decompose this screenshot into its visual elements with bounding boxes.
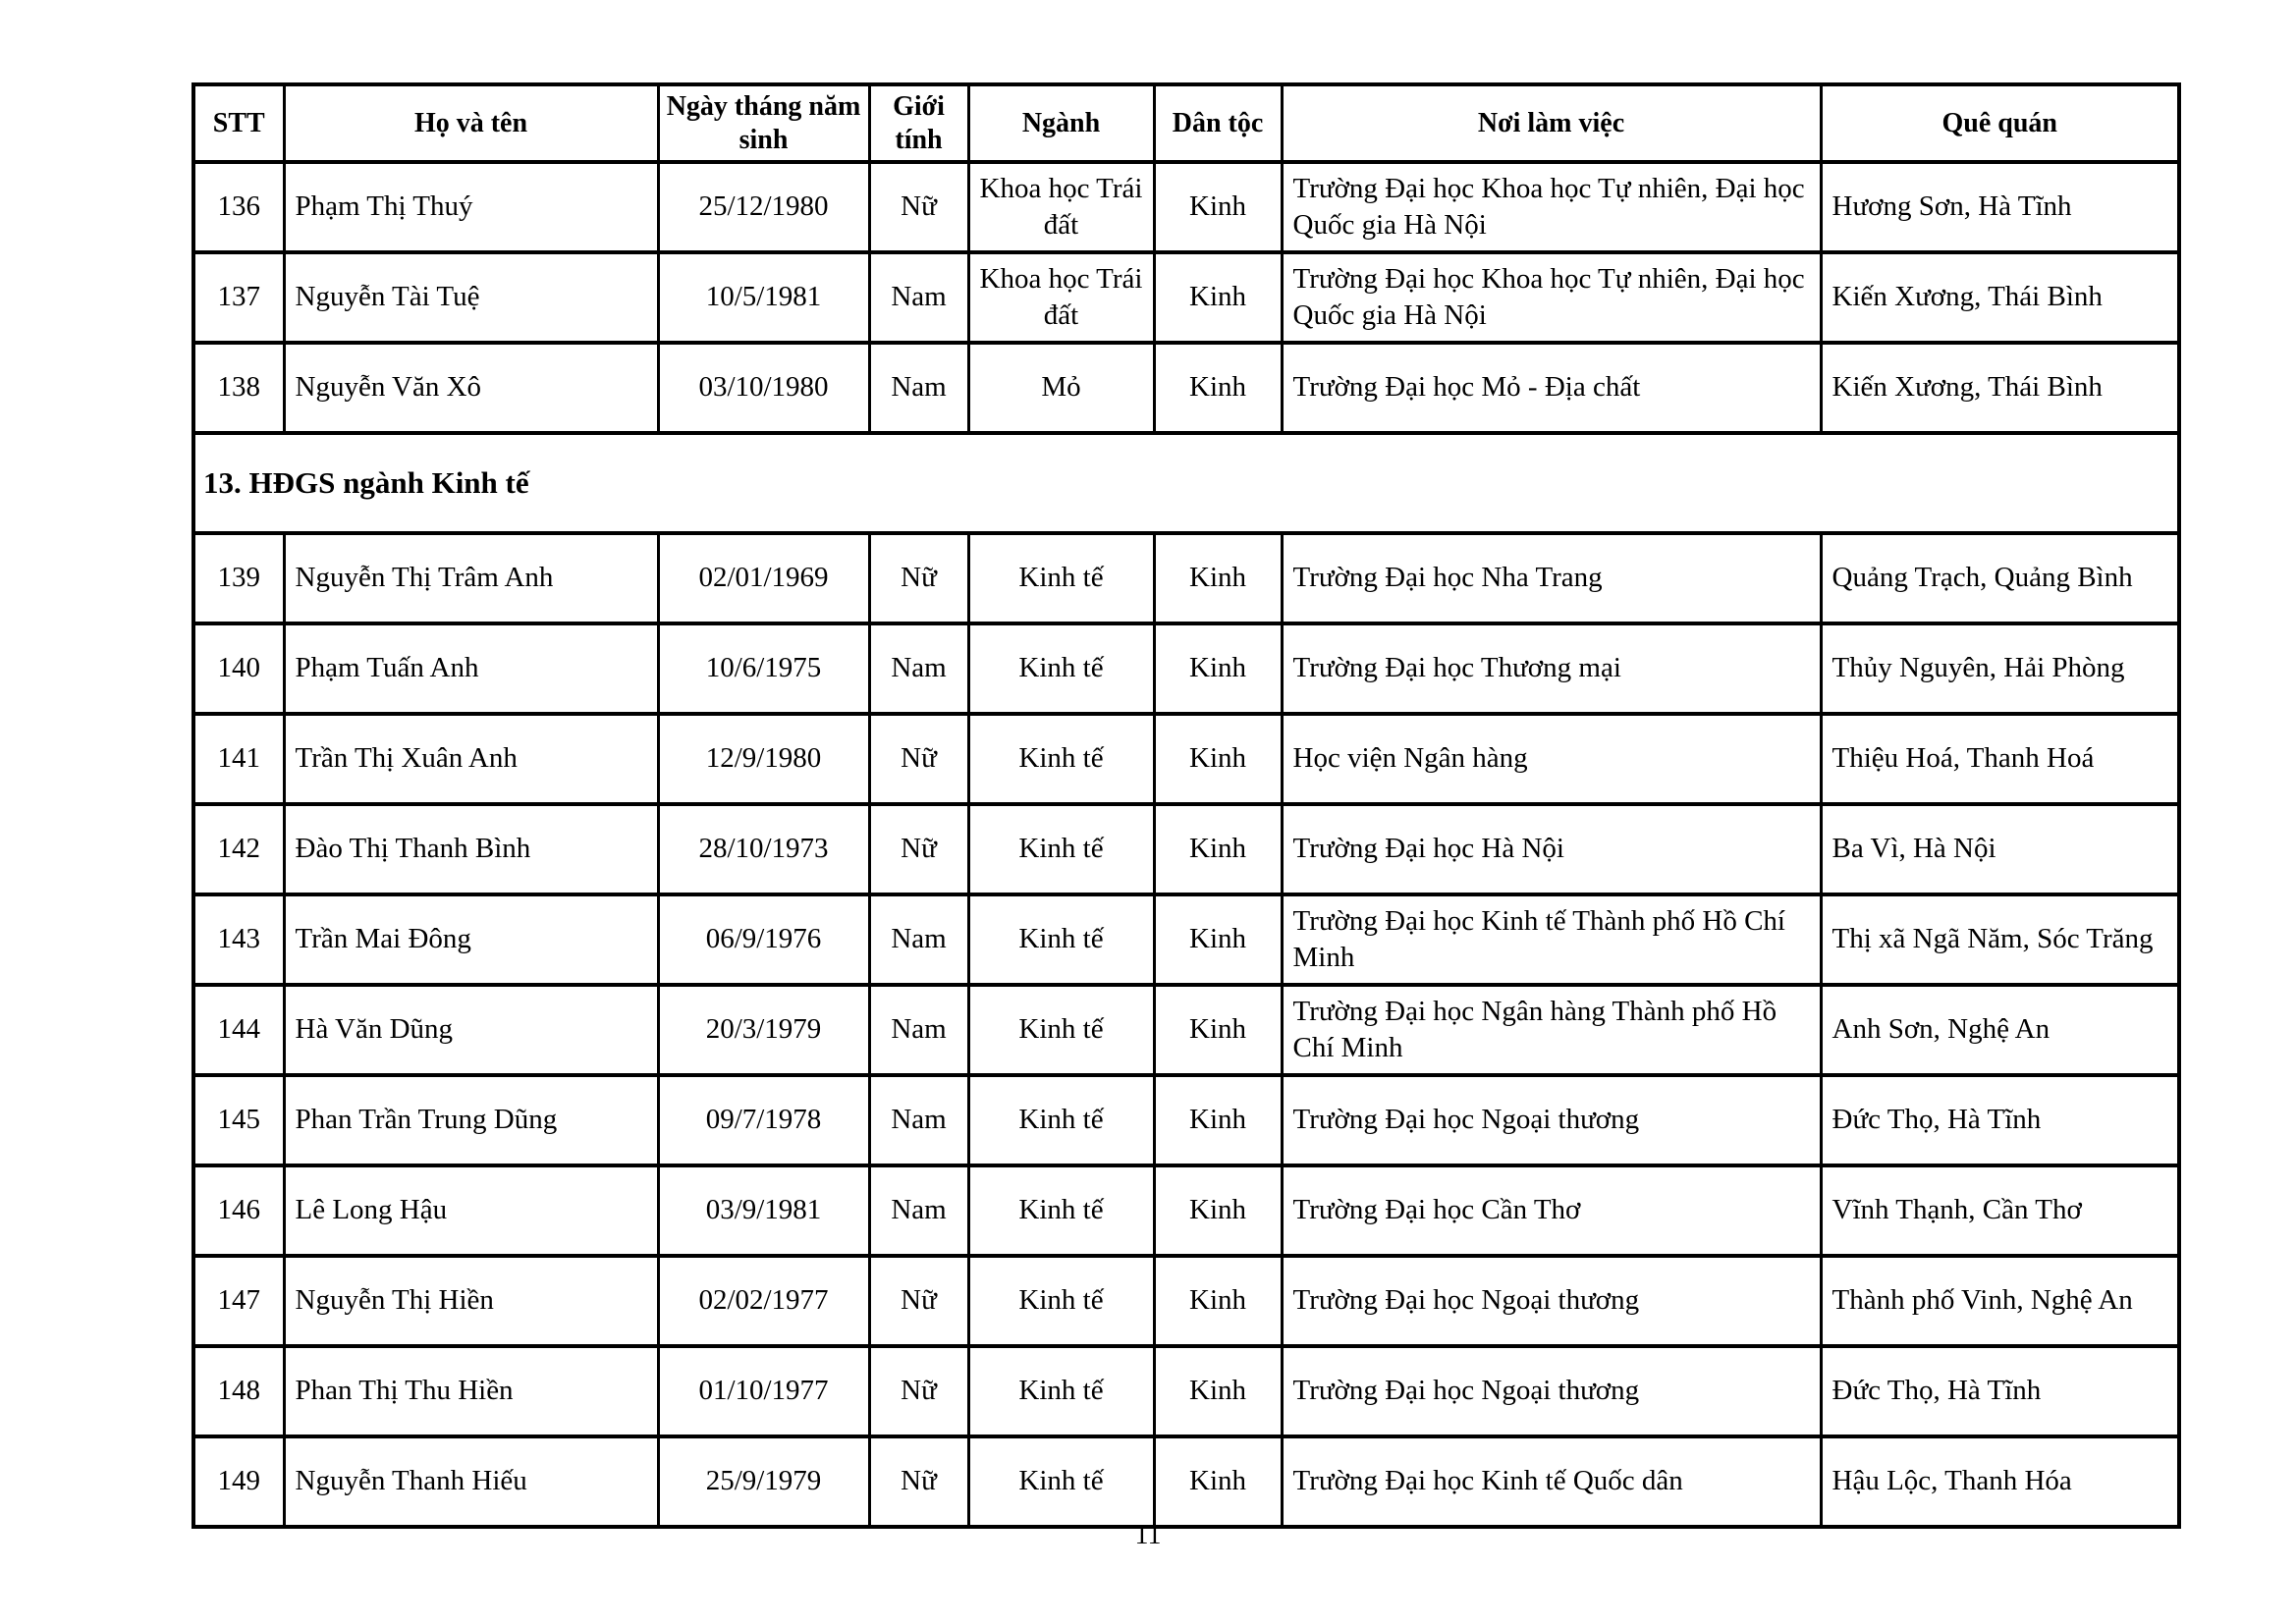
cell-name: Phạm Tuấn Anh <box>284 623 658 714</box>
table-row <box>193 533 2179 623</box>
cell-ethnicity: Kinh <box>1154 1436 1282 1527</box>
cell-workplace: Trường Đại học Kinh tế Thành phố Hồ Chí Minh <box>1282 894 1821 985</box>
section-row <box>193 433 2179 533</box>
cell-stt: 137 <box>193 252 284 343</box>
table-row <box>193 985 2179 1075</box>
cell-gender: Nữ <box>869 1436 968 1527</box>
cell-field: Khoa học Trái đất <box>968 252 1154 343</box>
table-row <box>193 804 2179 894</box>
header-cell-name: Họ và tên <box>284 84 658 162</box>
cell-ethnicity: Kinh <box>1154 343 1282 433</box>
header-cell-hometown: Quê quán <box>1821 84 2179 162</box>
cell-gender: Nam <box>869 1165 968 1256</box>
cell-name: Nguyễn Tài Tuệ <box>284 252 658 343</box>
cell-name: Đào Thị Thanh Bình <box>284 804 658 894</box>
cell-field: Kinh tế <box>968 1436 1154 1527</box>
cell-gender: Nữ <box>869 1346 968 1436</box>
cell-field: Kinh tế <box>968 804 1154 894</box>
cell-field: Kinh tế <box>968 714 1154 804</box>
cell-field: Kinh tế <box>968 533 1154 623</box>
cell-workplace: Trường Đại học Ngoại thương <box>1282 1075 1821 1165</box>
cell-ethnicity: Kinh <box>1154 1256 1282 1346</box>
cell-hometown: Kiến Xương, Thái Bình <box>1821 252 2179 343</box>
cell-dob: 25/9/1979 <box>658 1436 869 1527</box>
cell-field: Kinh tế <box>968 1256 1154 1346</box>
cell-hometown: Thủy Nguyên, Hải Phòng <box>1821 623 2179 714</box>
cell-gender: Nữ <box>869 162 968 252</box>
cell-stt: 139 <box>193 533 284 623</box>
cell-hometown: Anh Sơn, Nghệ An <box>1821 985 2179 1075</box>
cell-ethnicity: Kinh <box>1154 894 1282 985</box>
cell-gender: Nữ <box>869 714 968 804</box>
cell-field: Mỏ <box>968 343 1154 433</box>
cell-hometown: Đức Thọ, Hà Tĩnh <box>1821 1346 2179 1436</box>
cell-workplace: Trường Đại học Ngoại thương <box>1282 1346 1821 1436</box>
cell-stt: 141 <box>193 714 284 804</box>
cell-dob: 28/10/1973 <box>658 804 869 894</box>
header-cell-gender: Giới tính <box>869 84 968 162</box>
cell-workplace: Trường Đại học Ngân hàng Thành phố Hồ Chí Minh <box>1282 985 1821 1075</box>
cell-hometown: Quảng Trạch, Quảng Bình <box>1821 533 2179 623</box>
table-row <box>193 1075 2179 1165</box>
cell-name: Nguyễn Thanh Hiếu <box>284 1436 658 1527</box>
header-cell-stt: STT <box>193 84 284 162</box>
cell-hometown: Kiến Xương, Thái Bình <box>1821 343 2179 433</box>
cell-stt: 140 <box>193 623 284 714</box>
cell-stt: 146 <box>193 1165 284 1256</box>
cell-dob: 03/10/1980 <box>658 343 869 433</box>
table-row <box>193 894 2179 985</box>
cell-stt: 147 <box>193 1256 284 1346</box>
cell-dob: 03/9/1981 <box>658 1165 869 1256</box>
cell-dob: 12/9/1980 <box>658 714 869 804</box>
cell-ethnicity: Kinh <box>1154 533 1282 623</box>
cell-workplace: Trường Đại học Khoa học Tự nhiên, Đại học Quốc gia Hà Nội <box>1282 162 1821 252</box>
cell-ethnicity: Kinh <box>1154 804 1282 894</box>
cell-ethnicity: Kinh <box>1154 1165 1282 1256</box>
cell-name: Hà Văn Dũng <box>284 985 658 1075</box>
candidates-table <box>191 82 2181 1529</box>
cell-workplace: Trường Đại học Ngoại thương <box>1282 1256 1821 1346</box>
cell-gender: Nữ <box>869 1256 968 1346</box>
cell-dob: 20/3/1979 <box>658 985 869 1075</box>
table-row <box>193 343 2179 433</box>
cell-field: Kinh tế <box>968 894 1154 985</box>
cell-field: Kinh tế <box>968 1346 1154 1436</box>
cell-gender: Nam <box>869 894 968 985</box>
cell-stt: 142 <box>193 804 284 894</box>
section-heading: 13. HĐGS ngành Kinh tế <box>193 433 2179 533</box>
cell-workplace: Trường Đại học Thương mại <box>1282 623 1821 714</box>
cell-workplace: Trường Đại học Hà Nội <box>1282 804 1821 894</box>
cell-name: Nguyễn Văn Xô <box>284 343 658 433</box>
cell-name: Lê Long Hậu <box>284 1165 658 1256</box>
cell-dob: 10/6/1975 <box>658 623 869 714</box>
cell-workplace: Học viện Ngân hàng <box>1282 714 1821 804</box>
cell-dob: 09/7/1978 <box>658 1075 869 1165</box>
header-cell-field: Ngành <box>968 84 1154 162</box>
cell-name: Phan Thị Thu Hiền <box>284 1346 658 1436</box>
table-row <box>193 252 2179 343</box>
cell-gender: Nam <box>869 623 968 714</box>
cell-dob: 06/9/1976 <box>658 894 869 985</box>
cell-hometown: Hậu Lộc, Thanh Hóa <box>1821 1436 2179 1527</box>
cell-ethnicity: Kinh <box>1154 985 1282 1075</box>
cell-workplace: Trường Đại học Mỏ - Địa chất <box>1282 343 1821 433</box>
cell-ethnicity: Kinh <box>1154 162 1282 252</box>
cell-stt: 145 <box>193 1075 284 1165</box>
cell-name: Phan Trần Trung Dũng <box>284 1075 658 1165</box>
table-row <box>193 1436 2179 1527</box>
header-cell-dob: Ngày tháng năm sinh <box>658 84 869 162</box>
cell-gender: Nam <box>869 1075 968 1165</box>
cell-hometown: Thị xã Ngã Năm, Sóc Trăng <box>1821 894 2179 985</box>
cell-stt: 138 <box>193 343 284 433</box>
cell-stt: 144 <box>193 985 284 1075</box>
cell-ethnicity: Kinh <box>1154 623 1282 714</box>
cell-workplace: Trường Đại học Nha Trang <box>1282 533 1821 623</box>
cell-ethnicity: Kinh <box>1154 252 1282 343</box>
cell-field: Kinh tế <box>968 1075 1154 1165</box>
cell-dob: 02/02/1977 <box>658 1256 869 1346</box>
cell-name: Trần Mai Đông <box>284 894 658 985</box>
cell-hometown: Ba Vì, Hà Nội <box>1821 804 2179 894</box>
cell-dob: 02/01/1969 <box>658 533 869 623</box>
cell-name: Nguyễn Thị Hiền <box>284 1256 658 1346</box>
cell-dob: 25/12/1980 <box>658 162 869 252</box>
cell-field: Khoa học Trái đất <box>968 162 1154 252</box>
table-row <box>193 1346 2179 1436</box>
cell-name: Trần Thị Xuân Anh <box>284 714 658 804</box>
cell-gender: Nam <box>869 985 968 1075</box>
cell-gender: Nam <box>869 343 968 433</box>
cell-hometown: Vĩnh Thạnh, Cần Thơ <box>1821 1165 2179 1256</box>
table-row <box>193 1256 2179 1346</box>
cell-hometown: Thành phố Vinh, Nghệ An <box>1821 1256 2179 1346</box>
cell-field: Kinh tế <box>968 623 1154 714</box>
table-row <box>193 623 2179 714</box>
cell-field: Kinh tế <box>968 985 1154 1075</box>
cell-gender: Nữ <box>869 533 968 623</box>
header-cell-workplace: Nơi làm việc <box>1282 84 1821 162</box>
cell-ethnicity: Kinh <box>1154 714 1282 804</box>
cell-gender: Nữ <box>869 804 968 894</box>
table-row <box>193 162 2179 252</box>
cell-ethnicity: Kinh <box>1154 1346 1282 1436</box>
cell-dob: 01/10/1977 <box>658 1346 869 1436</box>
cell-stt: 149 <box>193 1436 284 1527</box>
cell-hometown: Đức Thọ, Hà Tĩnh <box>1821 1075 2179 1165</box>
cell-gender: Nam <box>869 252 968 343</box>
table-header-row <box>193 84 2179 162</box>
cell-name: Phạm Thị Thuý <box>284 162 658 252</box>
cell-name: Nguyễn Thị Trâm Anh <box>284 533 658 623</box>
cell-stt: 136 <box>193 162 284 252</box>
cell-hometown: Hương Sơn, Hà Tĩnh <box>1821 162 2179 252</box>
table-row <box>193 1165 2179 1256</box>
cell-dob: 10/5/1981 <box>658 252 869 343</box>
cell-workplace: Trường Đại học Cần Thơ <box>1282 1165 1821 1256</box>
cell-stt: 143 <box>193 894 284 985</box>
cell-workplace: Trường Đại học Kinh tế Quốc dân <box>1282 1436 1821 1527</box>
cell-stt: 148 <box>193 1346 284 1436</box>
table-row <box>193 714 2179 804</box>
page-number: 11 <box>1134 1520 1162 1550</box>
cell-hometown: Thiệu Hoá, Thanh Hoá <box>1821 714 2179 804</box>
cell-field: Kinh tế <box>968 1165 1154 1256</box>
cell-workplace: Trường Đại học Khoa học Tự nhiên, Đại học Quốc gia Hà Nội <box>1282 252 1821 343</box>
cell-ethnicity: Kinh <box>1154 1075 1282 1165</box>
header-cell-ethnicity: Dân tộc <box>1154 84 1282 162</box>
